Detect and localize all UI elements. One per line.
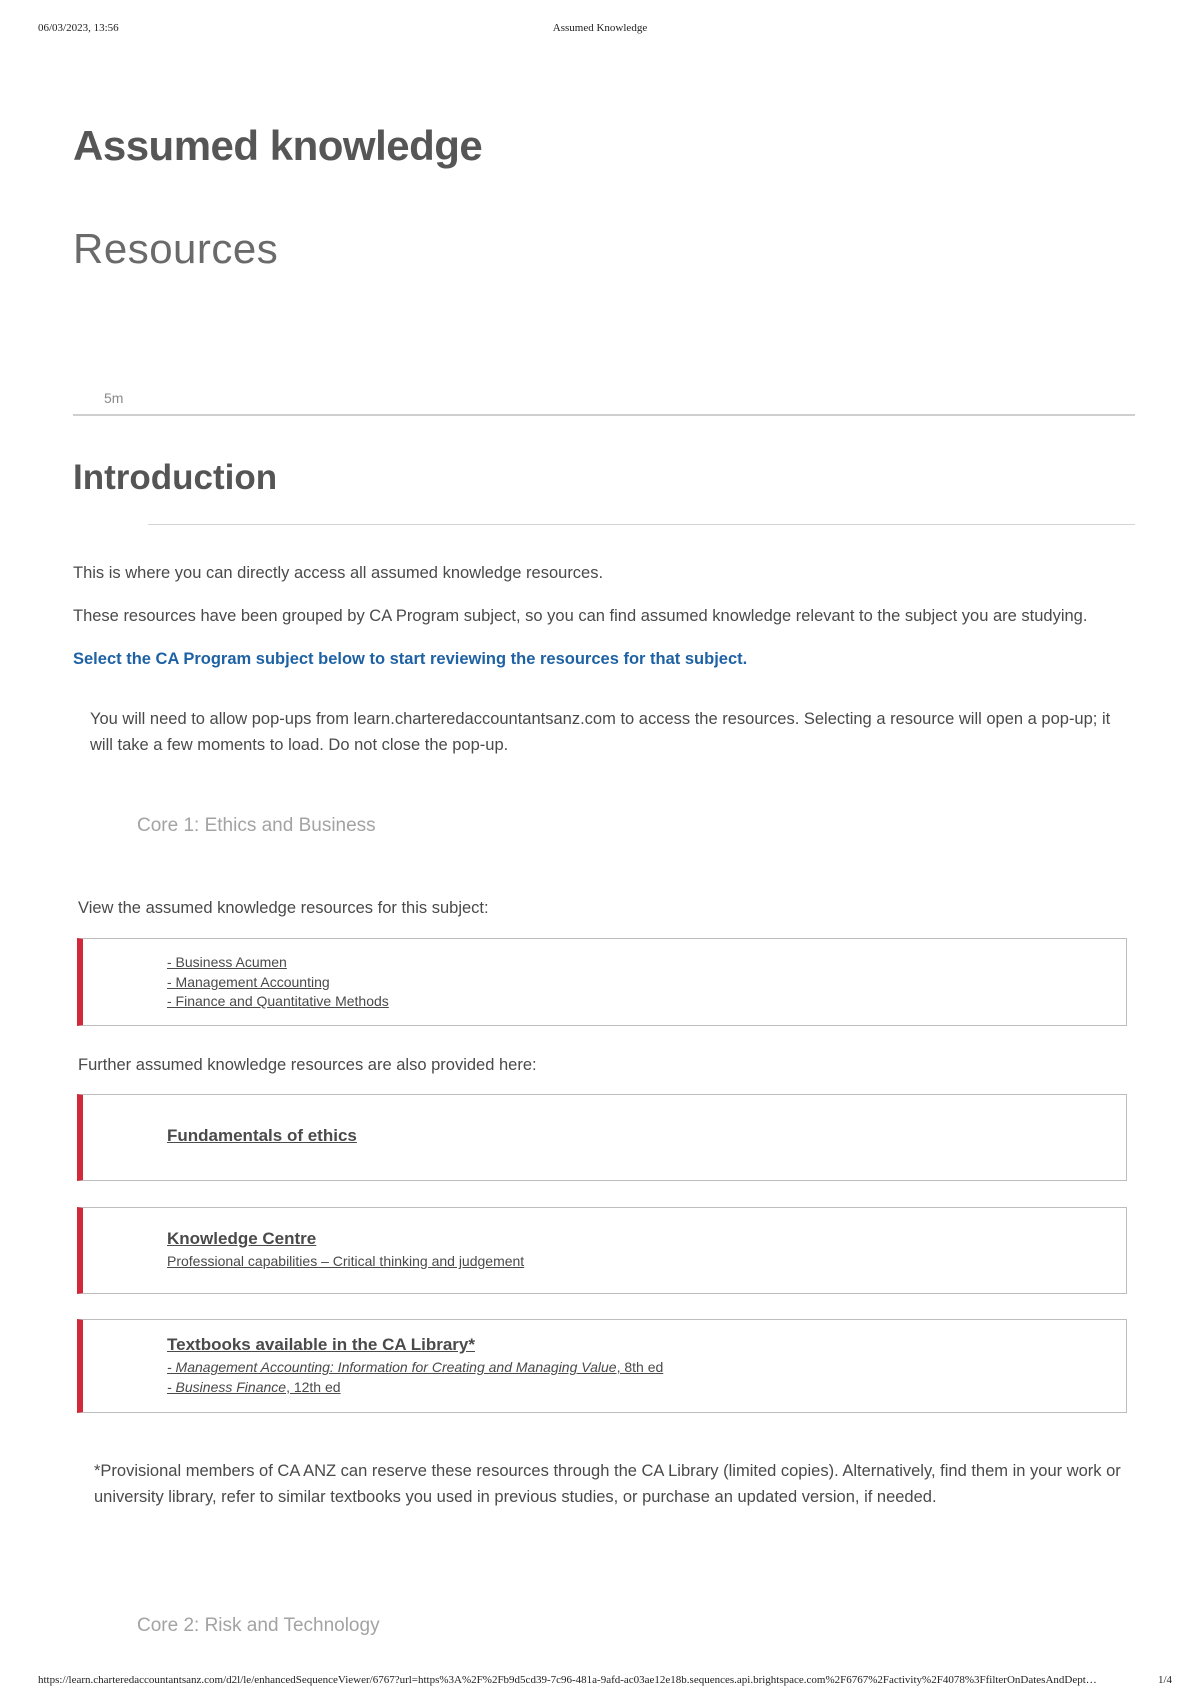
print-url: https://learn.charteredaccountantsanz.com/d2l/le/enhancedSequenceViewer/6767?url=https%3A%2F%2Fb9d5cd39-7c96-481a-9afd-ac03ae12e18b.sequences.api.brightspace.com%2F6767%2Factivity%2F4078%3FfilterOnDatesAndDept… [38,1674,1097,1686]
view-resources-label: View the assumed knowledge resources for this subject: [78,899,489,917]
link-fundamentals-of-ethics[interactable]: Fundamentals of ethics [167,1126,357,1145]
resource-links-card [77,938,1127,1026]
library-footnote: *Provisional members of CA ANZ can reserve these resources through the CA Library (limited copies). Alternatively, find them in your work or university library, refer to similar textbooks you used in previous studies, or purchase an updated version, if needed. [94,1462,1121,1506]
section-subtitle: Resources [73,225,279,272]
book1-edition: , 8th ed [616,1359,664,1375]
duration-label: 5m [104,390,124,406]
page-number: 1/4 [1157,1674,1172,1686]
textbooks-card [77,1319,1127,1413]
link-management-accounting[interactable]: - Management Accounting [167,973,330,990]
popup-notice: You will need to allow pop-ups from learn.charteredaccountantsanz.com to access the resources. Selecting a resource will open a pop-up; it will take a few moments to load. Do not close the pop-up. [90,710,1111,754]
introduction-heading: Introduction [73,458,278,497]
link-business-acumen[interactable]: - Business Acumen [167,954,287,970]
book2-title: - Business Finance [167,1378,287,1395]
core2-heading[interactable]: Core 2: Risk and Technology [137,1615,380,1636]
book2-edition: , 12th ed [286,1378,341,1395]
print-header [0,22,1200,38]
link-finance-quantitative-methods[interactable]: - Finance and Quantitative Methods [167,993,389,1009]
header-divider [73,414,1135,416]
link-management-accounting-textbook[interactable] [167,1358,663,1378]
print-footer [0,1674,1200,1690]
link-business-finance-textbook[interactable] [167,1378,663,1398]
link-critical-thinking[interactable]: Professional capabilities – Critical thinking and judgement [167,1253,525,1269]
fundamentals-card [77,1094,1127,1181]
print-doc-title: Assumed Knowledge [552,22,648,34]
introduction-divider [148,524,1135,525]
intro-paragraph-1: This is where you can directly access all assumed knowledge resources. [73,564,604,582]
further-resources-label: Further assumed knowledge resources are also provided here: [78,1056,537,1074]
core1-heading[interactable]: Core 1: Ethics and Business [137,815,376,836]
print-datetime: 06/03/2023, 13:56 [38,22,119,34]
link-textbooks-ca-library[interactable]: Textbooks available in the CA Library* [167,1335,475,1354]
intro-instruction: Select the CA Program subject below to start reviewing the resources for that subject. [73,650,748,668]
link-knowledge-centre[interactable]: Knowledge Centre [167,1229,317,1248]
intro-paragraph-2: These resources have been grouped by CA Program subject, so you can find assumed knowledge relevant to the subject you are studying. [73,607,1088,625]
page-title: Assumed knowledge [73,122,483,169]
book1-title: - Management Accounting: Information for Creating and Managing Value [167,1359,617,1375]
knowledge-centre-card [77,1207,1127,1294]
